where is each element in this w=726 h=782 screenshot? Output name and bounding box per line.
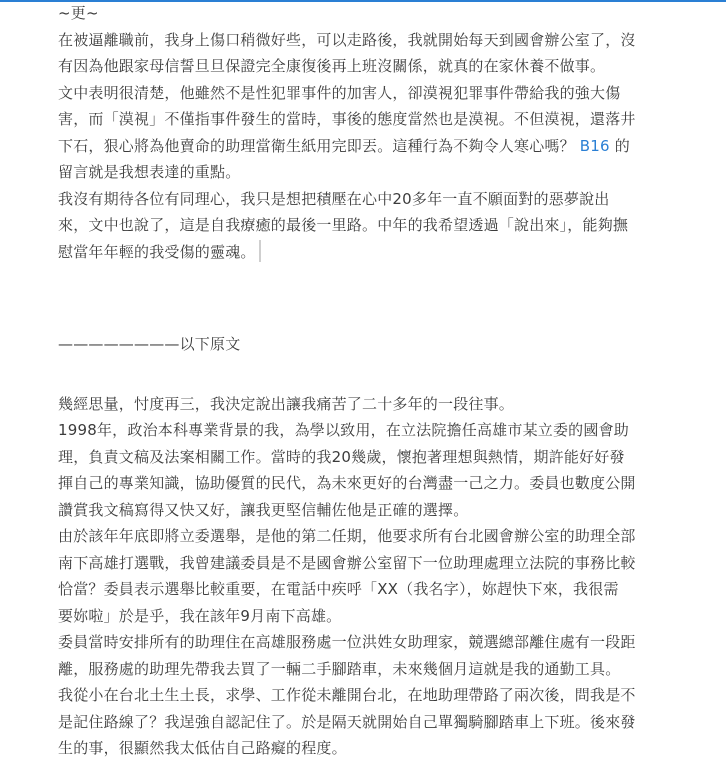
update-paragraph-1: 在被逼離職前，我身上傷口稍微好些，可以走路後，我就開始每天到國會辦公室了，沒 有因為他跟家母信誓旦旦保證完全康復後再上班沒關係，就真的在家休養不做事。 xyxy=(58,30,636,75)
comment-reference-link[interactable]: B16 xyxy=(579,136,610,155)
article-body xyxy=(58,0,678,762)
original-paragraph-3: 由於該年年底即將立委選舉，是他的第二任期，他要求所有台北國會辦公室的助理全部 南下高雄打選戰，我曾建議委員是不是國會辦公室留下一位助理處理立法院的事務比較 恰當？委員表示選舉比較重要，在電話中疾呼「XX（我名字），妳趕快下來，我很需 要妳啦」於是乎，我在該年9月南下高雄。 xyxy=(58,527,636,625)
original-paragraph-5: 我從小在台北土生土長，求學、工作從未離開台北，在地助理帶路了兩次後，問我是不 是記住路線了？我逞強自認記住了。於是隔天就開始自己單獨騎腳踏車上下班。後來發 生的事，很顯然我太低估自己路癡的程度。 xyxy=(58,686,636,757)
update-paragraph-2: 文中表明很清楚，他雖然不是性犯罪事件的加害人，卻漠視犯罪事件帶給我的強大傷 害，而「漠視」不僅指事件發生的當時，事後的態度當然也是漠視。不但漠視，還落井 下石，狠心將為他賣命的助理當衛生紙用完即丟。這種行為不夠令人寒心嗎？ B16 的 留言就是我想表達的重點。 xyxy=(58,83,636,181)
original-paragraph-2: 1998年，政治本科專業背景的我，為學以致用，在立法院擔任高雄市某立委的國會助 理，負責文稿及法案相關工作。當時的我20幾歲，懷抱著理想與熱情，期許能好好發 揮自己的專業知識，協助優質的民代，為未來更好的台灣盡一己之力。委員也數度公開 讚賞我文稿寫得又快又好，讓我更堅信輔佐他是正確的選擇。 xyxy=(58,421,636,519)
original-text-separator: ————————以下原文 xyxy=(58,335,241,353)
original-paragraph-1: 幾經思量，忖度再三，我決定說出讓我痛苦了二十多年的一段往事。 xyxy=(58,394,515,413)
text-cursor xyxy=(259,240,261,262)
original-paragraph-4: 委員當時安排所有的助理住在高雄服務處一位洪姓女助理家，競選總部離住處有一段距 離，服務處的助理先帶我去買了一輛二手腳踏車，未來幾個月這就是我的通勤工具。 xyxy=(58,633,636,678)
update-marker: ~更~ xyxy=(58,4,99,22)
update-paragraph-3: 我沒有期待各位有同理心，我只是想把積壓在心中20多年一直不願面對的惡夢說出 來，文中也說了，這是自我療癒的最後一里路。中年的我希望透過「說出來」，能夠撫 慰當年年輕的我受傷的靈魂。 xyxy=(58,189,629,261)
